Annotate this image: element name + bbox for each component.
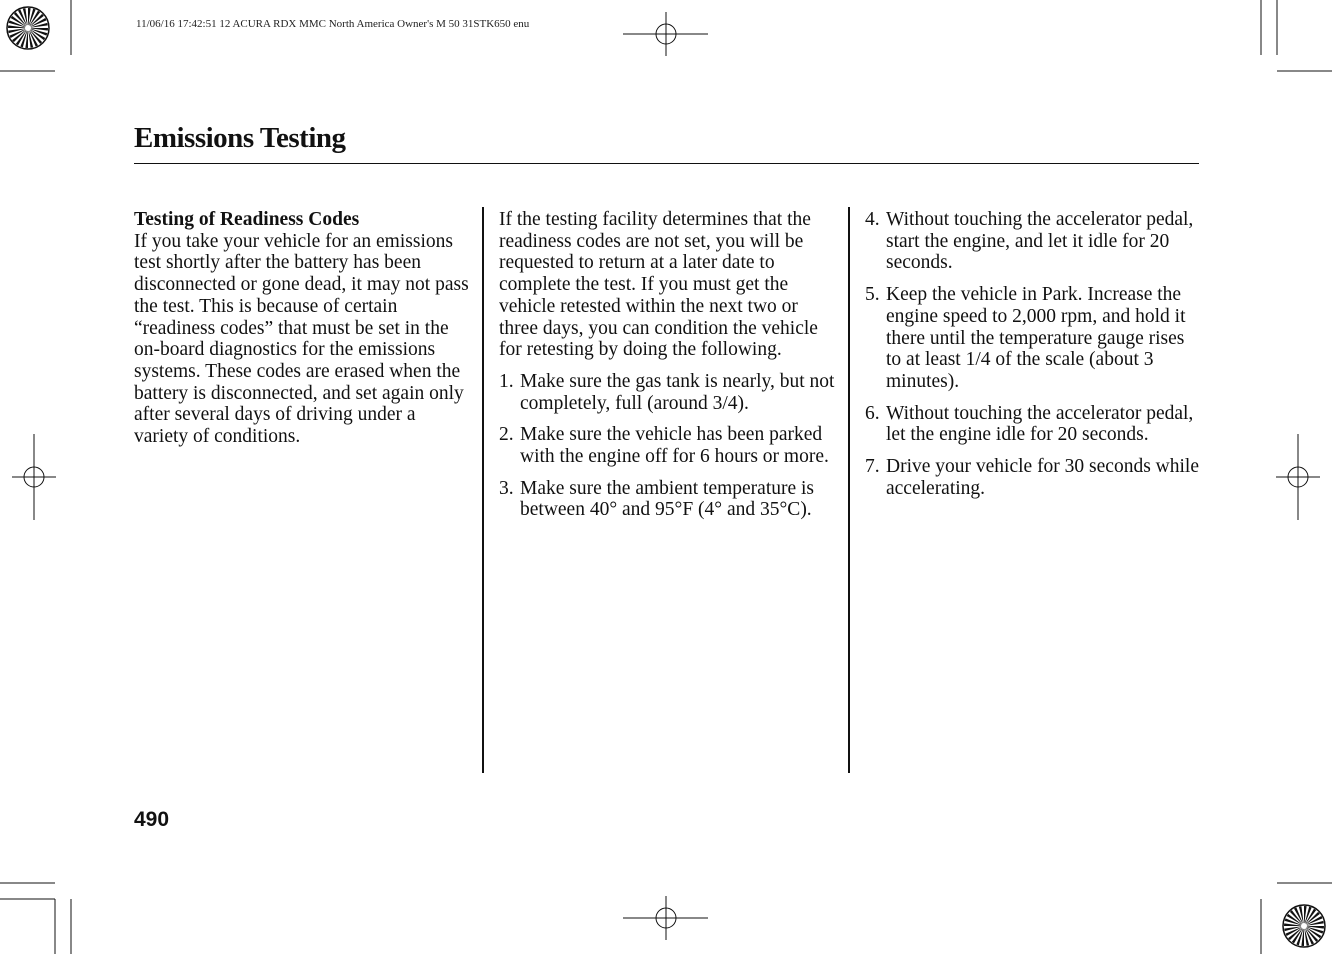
step-text: Drive your vehicle for 30 seconds while accelerating. [886, 456, 1199, 499]
column-1 [134, 209, 469, 448]
steps-list-part-1 [499, 371, 837, 521]
step-text: Make sure the ambient temperature is between 40° and 95°F (4° and 35°C). [520, 477, 815, 521]
step-text: Without touching the accelerator pedal, let the engine idle for 20 seconds. [886, 402, 1194, 446]
registration-mark-bottom [623, 896, 708, 940]
step-number: 7. [865, 456, 880, 478]
title-underline [134, 163, 1199, 164]
column-divider-1 [482, 207, 484, 773]
registration-mark-top [623, 12, 708, 56]
section-heading: Testing of Readiness Codes [134, 209, 360, 230]
step-item [865, 284, 1201, 393]
step-number: 3. [499, 477, 514, 499]
step-text: Make sure the gas tank is nearly, but not completely, full (around 3/4). [520, 370, 835, 414]
step-number: 6. [865, 402, 880, 424]
starburst-target-top-left [7, 7, 49, 49]
print-job-header: 11/06/16 17:42:51 12 ACURA RDX MMC North America Owner's M 50 31STK650 enu [136, 18, 530, 30]
column-2 [499, 209, 837, 521]
step-number: 5. [865, 284, 880, 306]
step-item [499, 424, 837, 467]
starburst-target-bottom-right [1283, 905, 1325, 947]
page-number: 490 [134, 808, 170, 831]
step-item [499, 478, 837, 521]
page-title: Emissions Testing [134, 122, 346, 154]
step-text: Without touching the accelerator pedal, start the engine, and let it idle for 20 seconds. [886, 209, 1194, 274]
step-item [865, 456, 1201, 499]
step-number: 1. [499, 370, 514, 392]
intro-paragraph: If you take your vehicle for an emissions test shortly after the battery has been disconnected or gone dead, it may not pass the test. This is because of certain “readiness codes” that must be set in the on-board diagnostics for the emissions systems. These codes are erased when the battery is disconnected, and set again only after several days of driving under a variety of conditions. [134, 230, 469, 448]
step-text: Make sure the vehicle has been parked with the engine off for 6 hours or more. [520, 424, 829, 468]
step-number: 4. [865, 209, 880, 230]
column-divider-2 [848, 207, 850, 773]
column-3 [865, 209, 1201, 499]
step-item [865, 403, 1201, 446]
registration-mark-right [1276, 434, 1320, 520]
step-item [865, 209, 1201, 274]
step-item [499, 371, 837, 414]
steps-list-part-2 [865, 209, 1201, 499]
step-number: 2. [499, 424, 514, 446]
facility-paragraph: If the testing facility determines that the readiness codes are not set, you will be requested to return at a later date to complete the test. If you must get the vehicle retested within the next two or three days, you can condition the vehicle for retesting by doing the following. [499, 209, 818, 361]
registration-mark-left [12, 434, 56, 520]
step-text: Keep the vehicle in Park. Increase the engine speed to 2,000 rpm, and hold it there until the temperature gauge rises to at least 1/4 of the scale (about 3 minutes). [886, 284, 1186, 392]
